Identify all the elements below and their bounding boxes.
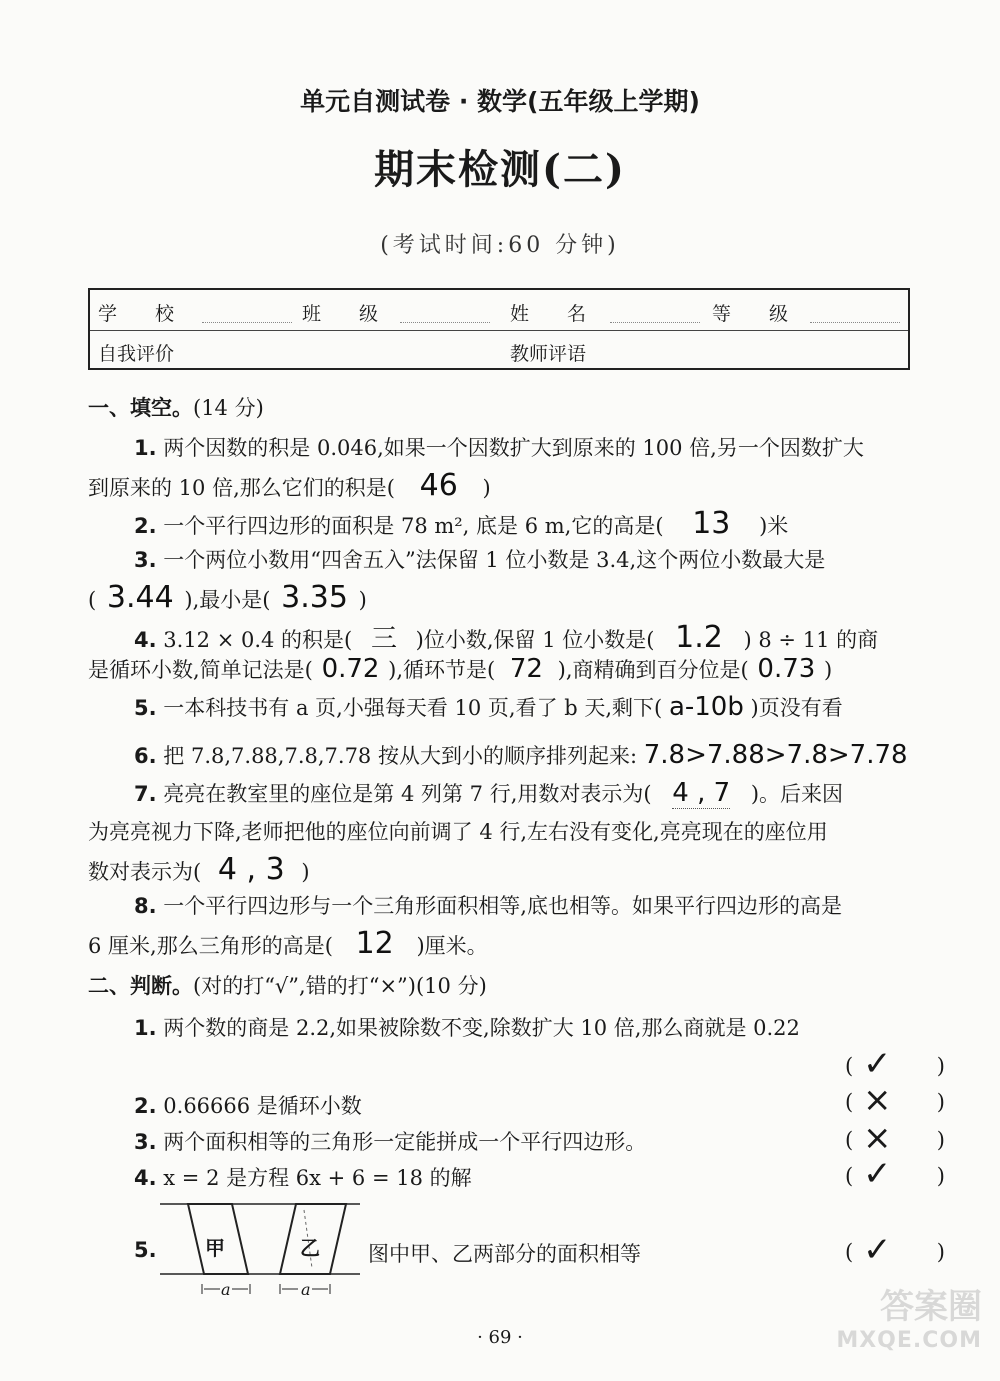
- question-4-line2: [88, 654, 950, 684]
- q3-paren-close: ): [358, 588, 367, 612]
- region-jia-label: 甲: [205, 1236, 225, 1260]
- question-7-line3: [88, 852, 950, 887]
- q5-text-2: )页没有看: [750, 696, 843, 720]
- q4-text-6: ),商精确到百分位是(: [557, 658, 749, 682]
- q8-answer[interactable]: 12: [355, 926, 394, 961]
- question-8-line2: [88, 926, 950, 961]
- judge1-mark: ✓: [863, 1044, 892, 1084]
- grade-field[interactable]: [810, 322, 900, 323]
- judge1-text: 两个数的商是 2.2,如果被除数不变,除数扩大 10 倍,那么商就是 0.22: [163, 1016, 800, 1040]
- name-field[interactable]: [610, 322, 700, 323]
- q4-answer-rounded[interactable]: 1.2: [675, 620, 723, 655]
- watermark-url: MXQE.COM: [836, 1328, 982, 1353]
- question-8: [88, 890, 950, 920]
- section1-title: 一、填空。: [88, 395, 193, 420]
- section2-instruction: (对的打“√”,错的打“×”)(10 分): [193, 974, 487, 998]
- question-2: [88, 506, 950, 541]
- q8-text-2: )厘米。: [416, 934, 488, 958]
- question-3: [88, 544, 950, 574]
- dim-a-label-1: a: [221, 1280, 231, 1299]
- judge1-answer-box[interactable]: ( ✓ ): [845, 1044, 945, 1084]
- judge2-answer-box[interactable]: ( × ): [845, 1080, 945, 1120]
- section2-title: 二、判断。: [88, 973, 193, 998]
- judge-item-4: [88, 1162, 950, 1192]
- q7-text-4: ): [301, 860, 310, 884]
- q7-text-line2: 为亮亮视力下降,老师把他的座位向前调了 4 行,左右没有变化,亮亮现在的座位用: [88, 820, 828, 844]
- judge2-number: 2.: [134, 1094, 157, 1118]
- school-label: 学 校: [98, 303, 175, 325]
- exam-time: (考试时间:60 分钟): [380, 233, 620, 258]
- student-info-table: [88, 288, 910, 370]
- q4-text-7: ): [824, 658, 833, 682]
- judge-item-3: [88, 1126, 950, 1156]
- q6-answer[interactable]: 7.8>7.88>7.8>7.78: [643, 740, 908, 770]
- school-field[interactable]: [202, 322, 292, 323]
- q2-answer[interactable]: 13: [692, 506, 731, 541]
- q4-text-4: 是循环小数,简单记法是(: [88, 658, 313, 682]
- question-1-line2: [88, 468, 950, 503]
- class-field[interactable]: [400, 322, 490, 323]
- info-row-2: [90, 330, 908, 370]
- q7-text-3: 数对表示为(: [88, 860, 202, 884]
- judge4-mark: ✓: [863, 1154, 892, 1194]
- dim-a-label-2: a: [301, 1280, 311, 1299]
- class-label: 班 级: [302, 303, 379, 325]
- judge1-number: 1.: [134, 1016, 157, 1040]
- q3-text-mid: ),最小是(: [184, 588, 271, 612]
- judge3-number: 3.: [134, 1130, 157, 1154]
- judge2-mark: ×: [863, 1080, 892, 1120]
- region-yi-label: 乙: [300, 1236, 320, 1260]
- exam-series-title: 单元自测试卷 · 数学(五年级上学期): [300, 87, 700, 116]
- info-row-1: [90, 290, 908, 331]
- q7-answer-2[interactable]: 4 , 3: [217, 852, 285, 887]
- q8-number: 8.: [134, 894, 157, 918]
- judge3-mark: ×: [863, 1118, 892, 1158]
- q4-answer-cycle[interactable]: 72: [509, 654, 543, 684]
- q7-number: 7.: [134, 782, 157, 806]
- q8-text-line1: 一个平行四边形与一个三角形面积相等,底也相等。如果平行四边形的高是: [163, 894, 842, 918]
- q3-number: 3.: [134, 548, 157, 572]
- question-6: [88, 740, 950, 770]
- judge4-text: x = 2 是方程 6x + 6 = 18 的解: [163, 1166, 472, 1190]
- q4-answer-repeating[interactable]: 0.72: [321, 654, 380, 684]
- section1-points: (14 分): [193, 396, 264, 420]
- parallelogram-figure: [160, 1198, 360, 1306]
- q1-text-line1: 两个因数的积是 0.046,如果一个因数扩大到原来的 100 倍,另一个因数扩大: [163, 436, 864, 460]
- section1-heading: [88, 392, 264, 422]
- q1-text-line2a: 到原来的 10 倍,那么它们的积是(: [88, 476, 395, 500]
- q7-text-1: 亮亮在教室里的座位是第 4 列第 7 行,用数对表示为(: [163, 782, 652, 806]
- judge-item-2: [88, 1090, 950, 1120]
- judge4-number: 4.: [134, 1166, 157, 1190]
- q7-text-2: )。后来因: [750, 782, 844, 806]
- judge5-number: 5.: [134, 1238, 157, 1262]
- q4-text-2: )位小数,保留 1 位小数是(: [415, 628, 655, 652]
- watermark-logo: [802, 1279, 982, 1369]
- q1-number: 1.: [134, 436, 157, 460]
- judge3-answer-box[interactable]: ( × ): [845, 1118, 945, 1158]
- grade-label: 等 级: [712, 303, 789, 325]
- judge3-text: 两个面积相等的三角形一定能拼成一个平行四边形。: [163, 1130, 647, 1154]
- judge5-text: 图中甲、乙两部分的面积相等: [368, 1242, 641, 1266]
- q8-text-1: 6 厘米,那么三角形的高是(: [88, 934, 333, 958]
- q1-text-line2b: ): [482, 476, 491, 500]
- q6-text-1: 把 7.8,7.88,7.8,7.78 按从大到小的顺序排列起来:: [163, 744, 638, 768]
- judge4-answer-box[interactable]: ( ✓ ): [845, 1154, 945, 1194]
- watermark-text: 答案圈: [880, 1287, 982, 1327]
- teacher-eval-label: 教师评语: [510, 343, 587, 365]
- q6-number: 6.: [134, 744, 157, 768]
- q3-answer-max[interactable]: 3.44: [106, 580, 174, 615]
- q4-number: 4.: [134, 628, 157, 652]
- q4-text-3: ) 8 ÷ 11 的商: [743, 628, 879, 652]
- q4-answer-hundredths[interactable]: 0.73: [757, 654, 816, 684]
- judge-item-5: [368, 1238, 838, 1268]
- q7-answer-1[interactable]: 4 , 7: [672, 778, 731, 808]
- question-3-line2: [88, 580, 950, 615]
- question-4: [88, 618, 950, 655]
- q5-answer[interactable]: a-10b: [668, 692, 744, 722]
- question-7-line2: [88, 816, 950, 846]
- q2-text-b: )米: [759, 514, 789, 538]
- name-label: 姓 名: [510, 303, 587, 325]
- q1-answer[interactable]: 46: [419, 468, 458, 503]
- q4-answer-digits[interactable]: 三: [370, 624, 397, 654]
- judge5-answer-box[interactable]: ( ✓ ): [845, 1230, 945, 1270]
- question-1: [88, 432, 950, 462]
- q5-text-1: 一本科技书有 a 页,小强每天看 10 页,看了 b 天,剩下(: [163, 696, 663, 720]
- q5-number: 5.: [134, 696, 157, 720]
- judge5-mark: ✓: [863, 1230, 892, 1270]
- q4-text-5: ),循环节是(: [388, 658, 496, 682]
- judge2-text: 0.66666 是循环小数: [163, 1094, 362, 1118]
- judge-item-5-number: [88, 1238, 157, 1262]
- q3-paren-open: (: [88, 588, 97, 612]
- q3-answer-min[interactable]: 3.35: [281, 580, 348, 615]
- section2-heading: [88, 970, 487, 1000]
- question-5: [88, 692, 950, 722]
- self-eval-label: 自我评价: [98, 343, 175, 365]
- q4-text-1: 3.12 × 0.4 的积是(: [163, 628, 353, 652]
- q3-text-line1: 一个两位小数用“四舍五入”法保留 1 位小数是 3.4,这个两位小数最大是: [163, 548, 826, 572]
- page-number: · 69 ·: [477, 1327, 523, 1348]
- q2-text-a: 一个平行四边形的面积是 78 m², 底是 6 m,它的高是(: [163, 514, 664, 538]
- judge-item-1: [88, 1012, 950, 1042]
- question-7: [88, 778, 950, 809]
- q2-number: 2.: [134, 514, 157, 538]
- exam-title: 期末检测(二): [374, 146, 626, 193]
